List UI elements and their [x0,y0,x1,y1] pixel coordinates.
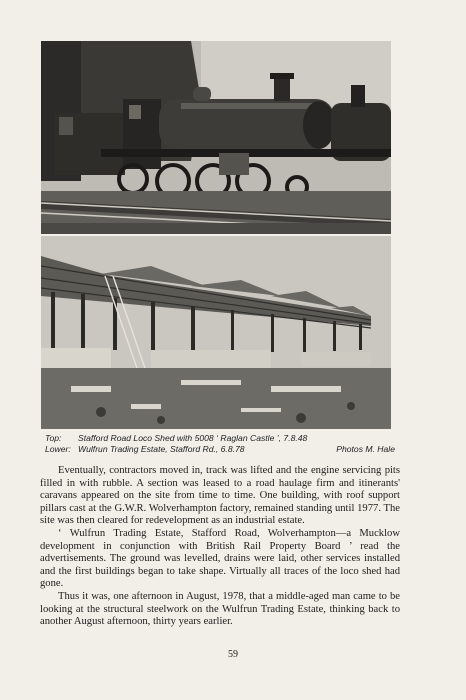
caption-lower-label: Lower: [45,444,71,454]
photo-locomotive-shed [41,41,391,234]
caption-photo-credit: Photos M. Hale [336,444,395,454]
caption-lower-row [45,444,395,455]
caption-top-text: Stafford Road Loco Shed with 5008 ‘ Raglan Castle ’, 7.8.48 [78,433,308,443]
paragraph-1: Eventually, contractors moved in, track was lifted and the engine servicing pits filled in with rubble. A section was leased to a road haulage firm and itinerants' caravans appeared on the site from time to time. One building, with roof support pillars cast at the G.W.R. Wolverhampton factory, remained standing until 1977. The site was then cleared for redevelopment as an industrial estate. [40,465,400,527]
caption-top-label: Top: [45,433,62,443]
trading-estate-photo-graphic [41,236,391,429]
caption-top-row [45,433,395,444]
photo-trading-estate [41,236,391,429]
photo-caption [45,433,395,455]
paragraph-2: ‘ Wulfrun Trading Estate, Stafford Road, Wolverhampton—a Mucklow development in conjunction with British Rail Property Board ’ read the advertisements. The ground was levelled, drains were laid, other services installed and the first buildings began to take shape. Virtually all traces of the loco shed had gone. [40,527,400,590]
body-text [40,465,400,629]
paragraph-3: Thus it was, one afternoon in August, 1978, that a middle-aged man came to be looking at the structural steelwork on the Wulfrun Trading Estate, thinking back to another August afternoon, thirty years earlier. [40,590,400,628]
caption-lower-text: Wulfrun Trading Estate, Stafford Rd., 6.8.78 [78,444,245,454]
locomotive-photo-graphic [41,41,391,234]
page-number: 59 [228,649,238,660]
